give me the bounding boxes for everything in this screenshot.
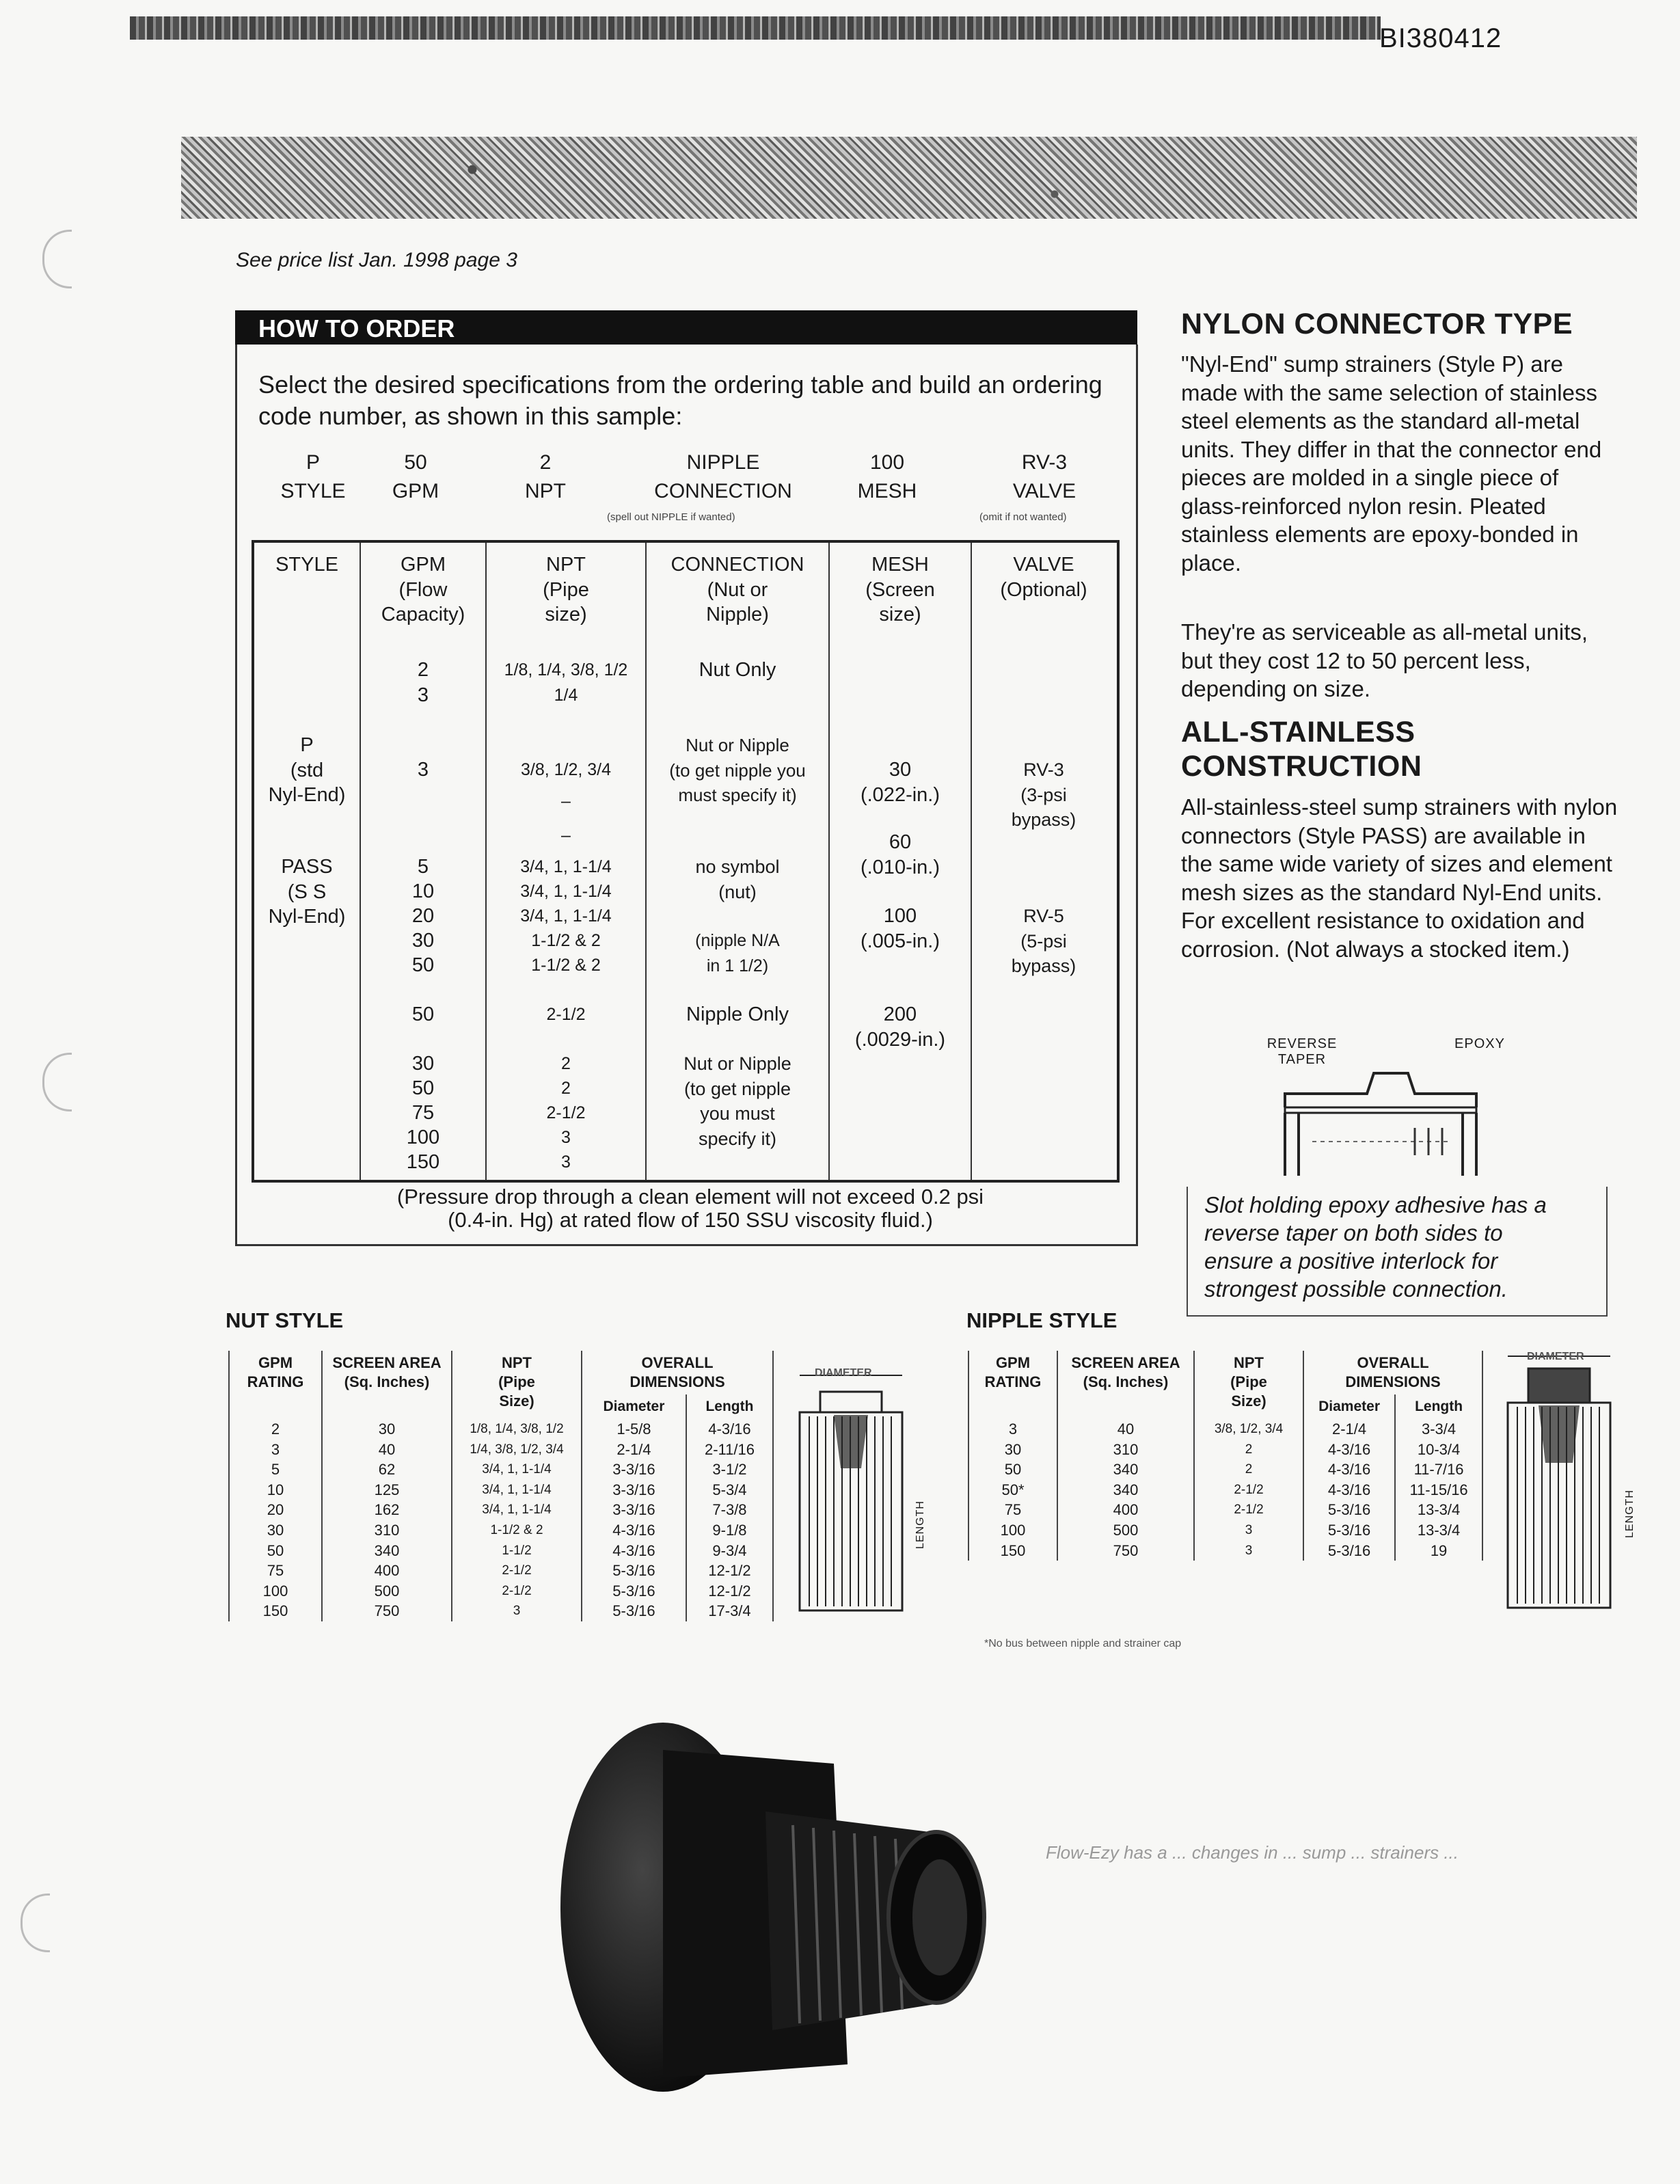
table-row xyxy=(229,1500,773,1520)
nylon-paragraph-2: They're as serviceable as all-metal units, but they cost 12 to 50 percent less, depending on size. xyxy=(1181,619,1588,701)
order-npt: 3 xyxy=(561,1152,571,1172)
order-connection: no symbol (nut) xyxy=(695,857,780,902)
order-gpm: 3 xyxy=(417,684,429,706)
table-row xyxy=(229,1480,773,1500)
reverse-taper-label: REVERSE TAPER xyxy=(1266,1036,1338,1067)
table-row xyxy=(229,1440,773,1460)
nut-header-diameter: Diameter xyxy=(582,1394,686,1419)
order-gpm: 50 xyxy=(411,954,435,976)
table-cell: 100 xyxy=(229,1581,322,1602)
table-cell: 10-3/4 xyxy=(1395,1440,1482,1460)
table-cell: 2-11/16 xyxy=(686,1440,773,1460)
order-header-mesh: MESH (Screen size) xyxy=(865,554,935,625)
binder-hole-2 xyxy=(42,1053,72,1111)
order-npt: 1-1/2 & 2 xyxy=(531,956,601,975)
table-cell: 3-3/16 xyxy=(582,1500,686,1520)
binder-hole-3 xyxy=(21,1893,50,1952)
table-cell: 2-1/4 xyxy=(582,1440,686,1460)
order-npt: 1/8, 1/4, 3/8, 1/2 xyxy=(504,660,628,679)
table-cell: 2-1/2 xyxy=(1194,1500,1303,1520)
table-cell: 4-3/16 xyxy=(1303,1459,1395,1480)
scan-noise-band xyxy=(181,137,1637,219)
order-npt: 3 xyxy=(561,1128,571,1147)
table-cell: 3-1/2 xyxy=(686,1459,773,1480)
how-to-order-intro: Select the desired specifications from the ordering table and build an ordering code number, as shown in this sample: xyxy=(258,370,1102,430)
how-to-order-title: HOW TO ORDER xyxy=(258,314,455,342)
table-cell: 7-3/8 xyxy=(686,1500,773,1520)
order-gpm: 30 xyxy=(411,930,435,952)
table-cell: 340 xyxy=(1057,1459,1194,1480)
order-npt: – xyxy=(561,792,571,811)
ordering-table xyxy=(252,540,1120,1183)
table-cell: 19 xyxy=(1395,1541,1482,1561)
table-cell: 12-1/2 xyxy=(686,1561,773,1581)
order-gpm: 3 xyxy=(417,759,429,781)
table-cell: 3 xyxy=(452,1601,582,1621)
table-cell: 5-3/16 xyxy=(1303,1541,1395,1561)
table-cell: 150 xyxy=(229,1601,322,1621)
table-cell: 30 xyxy=(968,1440,1057,1460)
table-row xyxy=(229,1601,773,1621)
table-cell: 2-1/2 xyxy=(452,1581,582,1602)
stainless-paragraph: All-stainless-steel sump strainers with nylon connectors (Style PASS) are available in the same wide variety of sizes and element mesh sizes as the standard Nyl-End units. For excellent resistance to oxidation and corrosion. (Not always a stocked item.) xyxy=(1181,794,1618,962)
table-cell: 20 xyxy=(229,1500,322,1520)
table-cell: 2-1/2 xyxy=(452,1561,582,1581)
nipple-footnote: *No bus between nipple and strainer cap xyxy=(984,1638,1182,1649)
table-cell: 40 xyxy=(322,1440,452,1460)
faint-back-text: Flow-Ezy has a ... changes in ... sump ... strainers ... xyxy=(1046,1842,1459,1863)
price-list-note: See price list Jan. 1998 page 3 xyxy=(236,249,517,271)
table-cell: 340 xyxy=(322,1541,452,1561)
col-rule xyxy=(971,543,972,1180)
table-row xyxy=(229,1520,773,1541)
pressure-drop-note: (Pressure drop through a clean element will not exceed 0.2 psi (0.4-in. Hg) at rated flow of 150 SSU viscosity fluid.) xyxy=(396,1185,984,1232)
nipple-header-npt: NPT (Pipe Size) xyxy=(1194,1351,1303,1419)
order-npt: 3/4, 1, 1-1/4 xyxy=(520,857,612,876)
table-row xyxy=(229,1459,773,1480)
nipple-strainer-illustration xyxy=(1501,1353,1617,1613)
table-row xyxy=(968,1520,1482,1541)
table-cell: 3 xyxy=(968,1419,1057,1440)
nut-header-npt: NPT (Pipe Size) xyxy=(452,1351,582,1419)
table-cell: 2 xyxy=(1194,1459,1303,1480)
table-cell: 9-1/8 xyxy=(686,1520,773,1541)
order-mesh: 60 (.010-in.) xyxy=(860,831,940,878)
nylon-heading: NYLON CONNECTOR TYPE xyxy=(1181,308,1573,340)
order-npt: – xyxy=(561,826,571,845)
table-cell: 75 xyxy=(968,1500,1057,1520)
table-cell: 500 xyxy=(322,1581,452,1602)
table-cell: 10 xyxy=(229,1480,322,1500)
table-cell: 13-3/4 xyxy=(1395,1500,1482,1520)
table-cell: 75 xyxy=(229,1561,322,1581)
table-cell: 100 xyxy=(968,1520,1057,1541)
table-row xyxy=(229,1581,773,1602)
table-cell: 3/4, 1, 1-1/4 xyxy=(452,1500,582,1520)
table-cell: 30 xyxy=(229,1520,322,1541)
sample-note-valve: (omit if not wanted) xyxy=(979,511,1067,523)
sample-label-npt: NPT xyxy=(525,480,566,502)
table-cell: 11-15/16 xyxy=(1395,1480,1482,1500)
table-cell: 1-1/2 xyxy=(452,1541,582,1561)
sample-label-style: STYLE xyxy=(280,480,346,502)
order-npt: 2 xyxy=(561,1054,571,1073)
nipple-header-screen: SCREEN AREA (Sq. Inches) xyxy=(1057,1351,1194,1419)
order-mesh: 200 (.0029-in.) xyxy=(854,1003,946,1051)
nut-style-table xyxy=(228,1351,774,1621)
table-cell: 500 xyxy=(1057,1520,1194,1541)
order-header-gpm: GPM (Flow Capacity) xyxy=(381,554,465,625)
table-cell: 162 xyxy=(322,1500,452,1520)
table-row xyxy=(229,1561,773,1581)
table-cell: 3-3/4 xyxy=(1395,1419,1482,1440)
order-header-connection: CONNECTION (Nut or Nipple) xyxy=(670,554,804,625)
table-cell: 3-3/16 xyxy=(582,1480,686,1500)
table-cell: 2 xyxy=(229,1419,322,1440)
epoxy-slot-diagram xyxy=(1271,1066,1490,1183)
sample-code-mesh: 100 xyxy=(869,451,905,474)
table-cell: 3 xyxy=(1194,1520,1303,1541)
order-gpm: 30 xyxy=(411,1053,435,1075)
nipple-style-title: NIPPLE STYLE xyxy=(966,1308,1117,1332)
table-cell: 750 xyxy=(322,1601,452,1621)
nipple-length-label: LENGTH xyxy=(1624,1489,1636,1538)
order-style-pass: PASS (S S Nyl-End) xyxy=(268,856,346,928)
table-cell: 1/4, 3/8, 1/2, 3/4 xyxy=(452,1440,582,1460)
table-cell: 400 xyxy=(322,1561,452,1581)
table-cell: 50 xyxy=(968,1459,1057,1480)
table-cell: 3/4, 1, 1-1/4 xyxy=(452,1459,582,1480)
order-style-p: P (std Nyl-End) xyxy=(268,734,346,806)
order-npt: 3/4, 1, 1-1/4 xyxy=(520,906,612,926)
order-gpm: 100 xyxy=(406,1127,440,1148)
sample-code-style: P xyxy=(306,451,320,474)
order-gpm: 10 xyxy=(411,880,435,902)
table-cell: 340 xyxy=(1057,1480,1194,1500)
nipple-style-table xyxy=(968,1351,1483,1561)
table-row xyxy=(968,1541,1482,1561)
order-npt: 2-1/2 xyxy=(546,1103,586,1122)
order-valve: RV-5 (5-psi bypass) xyxy=(1011,906,1076,976)
nut-diameter-label: DIAMETER xyxy=(815,1367,872,1379)
order-gpm: 75 xyxy=(411,1102,435,1124)
sample-note-connection: (spell out NIPPLE if wanted) xyxy=(607,511,735,523)
table-cell: 11-7/16 xyxy=(1395,1459,1482,1480)
nut-header-gpm: GPM RATING xyxy=(229,1351,322,1419)
table-cell: 30 xyxy=(322,1419,452,1440)
order-header-npt: NPT (Pipe size) xyxy=(543,554,589,625)
binder-hole-1 xyxy=(42,230,72,288)
table-cell: 12-1/2 xyxy=(686,1581,773,1602)
order-connection: Nipple Only xyxy=(686,1003,789,1025)
table-cell: 3/4, 1, 1-1/4 xyxy=(452,1480,582,1500)
order-connection: (nipple N/A in 1 1/2) xyxy=(695,931,780,975)
table-cell: 3 xyxy=(1194,1541,1303,1561)
order-gpm: 150 xyxy=(406,1151,440,1173)
nipple-header-overall: OVERALL DIMENSIONS xyxy=(1303,1351,1482,1394)
table-cell: 3 xyxy=(229,1440,322,1460)
order-header-style: STYLE xyxy=(275,554,338,576)
table-cell: 4-3/16 xyxy=(686,1419,773,1440)
table-cell: 310 xyxy=(322,1520,452,1541)
order-header-valve: VALVE (Optional) xyxy=(1000,554,1087,601)
table-cell: 9-3/4 xyxy=(686,1541,773,1561)
nylon-paragraph-1: "Nyl-End" sump strainers (Style P) are made with the same selection of stainless steel elements as the standard all-metal units. They differ in that the connector end pieces are molded in a single piece of glass-reinforced nylon resin. Pleated stainless elements are epoxy-bonded in place. xyxy=(1181,351,1602,576)
table-cell: 125 xyxy=(322,1480,452,1500)
table-cell: 5-3/4 xyxy=(686,1480,773,1500)
order-gpm: 50 xyxy=(411,1077,435,1099)
table-row xyxy=(229,1419,773,1440)
stainless-heading: ALL-STAINLESS CONSTRUCTION xyxy=(1181,716,1422,783)
table-cell: 1-5/8 xyxy=(582,1419,686,1440)
table-row xyxy=(968,1480,1482,1500)
table-cell: 310 xyxy=(1057,1440,1194,1460)
order-npt: 2 xyxy=(561,1079,571,1098)
order-npt: 2-1/2 xyxy=(546,1005,586,1024)
table-cell: 750 xyxy=(1057,1541,1194,1561)
nipple-header-diameter: Diameter xyxy=(1303,1394,1395,1419)
scan-header-bar xyxy=(130,16,1381,40)
nut-strainer-illustration xyxy=(793,1366,909,1612)
table-cell: 150 xyxy=(968,1541,1057,1561)
sample-code xyxy=(252,451,1133,526)
table-cell: 40 xyxy=(1057,1419,1194,1440)
sample-code-gpm: 50 xyxy=(404,451,427,474)
order-npt: 3/8, 1/2, 3/4 xyxy=(520,760,612,779)
document-id: BI380412 xyxy=(1379,23,1502,53)
table-cell: 4-3/16 xyxy=(1303,1480,1395,1500)
order-gpm: 20 xyxy=(411,905,435,927)
table-cell: 4-3/16 xyxy=(582,1541,686,1561)
sample-label-gpm: GPM xyxy=(392,480,439,502)
table-row xyxy=(229,1541,773,1561)
table-cell: 5 xyxy=(229,1459,322,1480)
sample-code-valve: RV-3 xyxy=(1021,451,1068,474)
table-cell: 400 xyxy=(1057,1500,1194,1520)
nut-header-length: Length xyxy=(686,1394,773,1419)
sample-label-connection: CONNECTION xyxy=(654,480,792,502)
table-cell: 5-3/16 xyxy=(582,1581,686,1602)
nylon-connector-photo xyxy=(547,1709,1025,2133)
table-cell: 1-1/2 & 2 xyxy=(452,1520,582,1541)
nut-header-overall: OVERALL DIMENSIONS xyxy=(582,1351,773,1394)
table-cell: 5-3/16 xyxy=(582,1561,686,1581)
table-cell: 4-3/16 xyxy=(1303,1440,1395,1460)
table-cell: 13-3/4 xyxy=(1395,1520,1482,1541)
table-cell: 5-3/16 xyxy=(582,1601,686,1621)
epoxy-label: EPOXY xyxy=(1454,1036,1505,1051)
table-cell: 5-3/16 xyxy=(1303,1520,1395,1541)
table-cell: 2 xyxy=(1194,1440,1303,1460)
table-row xyxy=(968,1459,1482,1480)
nut-length-label: LENGTH xyxy=(914,1500,926,1549)
order-npt: 1/4 xyxy=(554,686,578,705)
order-npt: 1-1/2 & 2 xyxy=(531,931,601,950)
sample-code-connection: NIPPLE xyxy=(686,451,760,474)
table-row xyxy=(968,1419,1482,1440)
nipple-header-length: Length xyxy=(1395,1394,1482,1419)
sample-code-npt: 2 xyxy=(539,451,552,474)
sample-label-mesh: MESH xyxy=(857,480,917,502)
sample-label-valve: VALVE xyxy=(1012,480,1076,502)
table-cell: 50 xyxy=(229,1541,322,1561)
order-connection: Nut Only xyxy=(699,659,776,681)
table-cell: 3-3/16 xyxy=(582,1459,686,1480)
order-mesh: 30 (.022-in.) xyxy=(860,759,940,806)
order-gpm: 50 xyxy=(411,1003,435,1025)
table-cell: 3/8, 1/2, 3/4 xyxy=(1194,1419,1303,1440)
table-cell: 62 xyxy=(322,1459,452,1480)
table-row xyxy=(968,1440,1482,1460)
table-cell: 50* xyxy=(968,1480,1057,1500)
table-cell: 2-1/2 xyxy=(1194,1480,1303,1500)
table-cell: 1/8, 1/4, 3/8, 1/2 xyxy=(452,1419,582,1440)
table-cell: 17-3/4 xyxy=(686,1601,773,1621)
nut-header-screen: SCREEN AREA (Sq. Inches) xyxy=(322,1351,452,1419)
order-valve: RV-3 (3-psi bypass) xyxy=(1011,759,1076,830)
order-gpm: 5 xyxy=(417,856,429,878)
order-connection: Nut or Nipple (to get nipple you must specify it) xyxy=(669,735,806,805)
table-row xyxy=(968,1500,1482,1520)
diagram-caption: Slot holding epoxy adhesive has a reverse taper on both sides to ensure a positive interlock for strongest possible connection. xyxy=(1204,1192,1547,1302)
nipple-header-gpm: GPM RATING xyxy=(968,1351,1057,1419)
table-cell: 4-3/16 xyxy=(582,1520,686,1541)
table-cell: 5-3/16 xyxy=(1303,1500,1395,1520)
order-connection: Nut or Nipple (to get nipple you must specify it) xyxy=(683,1053,791,1149)
order-gpm: 2 xyxy=(417,659,429,681)
order-npt: 3/4, 1, 1-1/4 xyxy=(520,882,612,901)
nut-style-title: NUT STYLE xyxy=(226,1308,344,1332)
table-cell: 2-1/4 xyxy=(1303,1419,1395,1440)
order-mesh: 100 (.005-in.) xyxy=(860,905,940,952)
nipple-diameter-label: DIAMETER xyxy=(1527,1351,1584,1362)
